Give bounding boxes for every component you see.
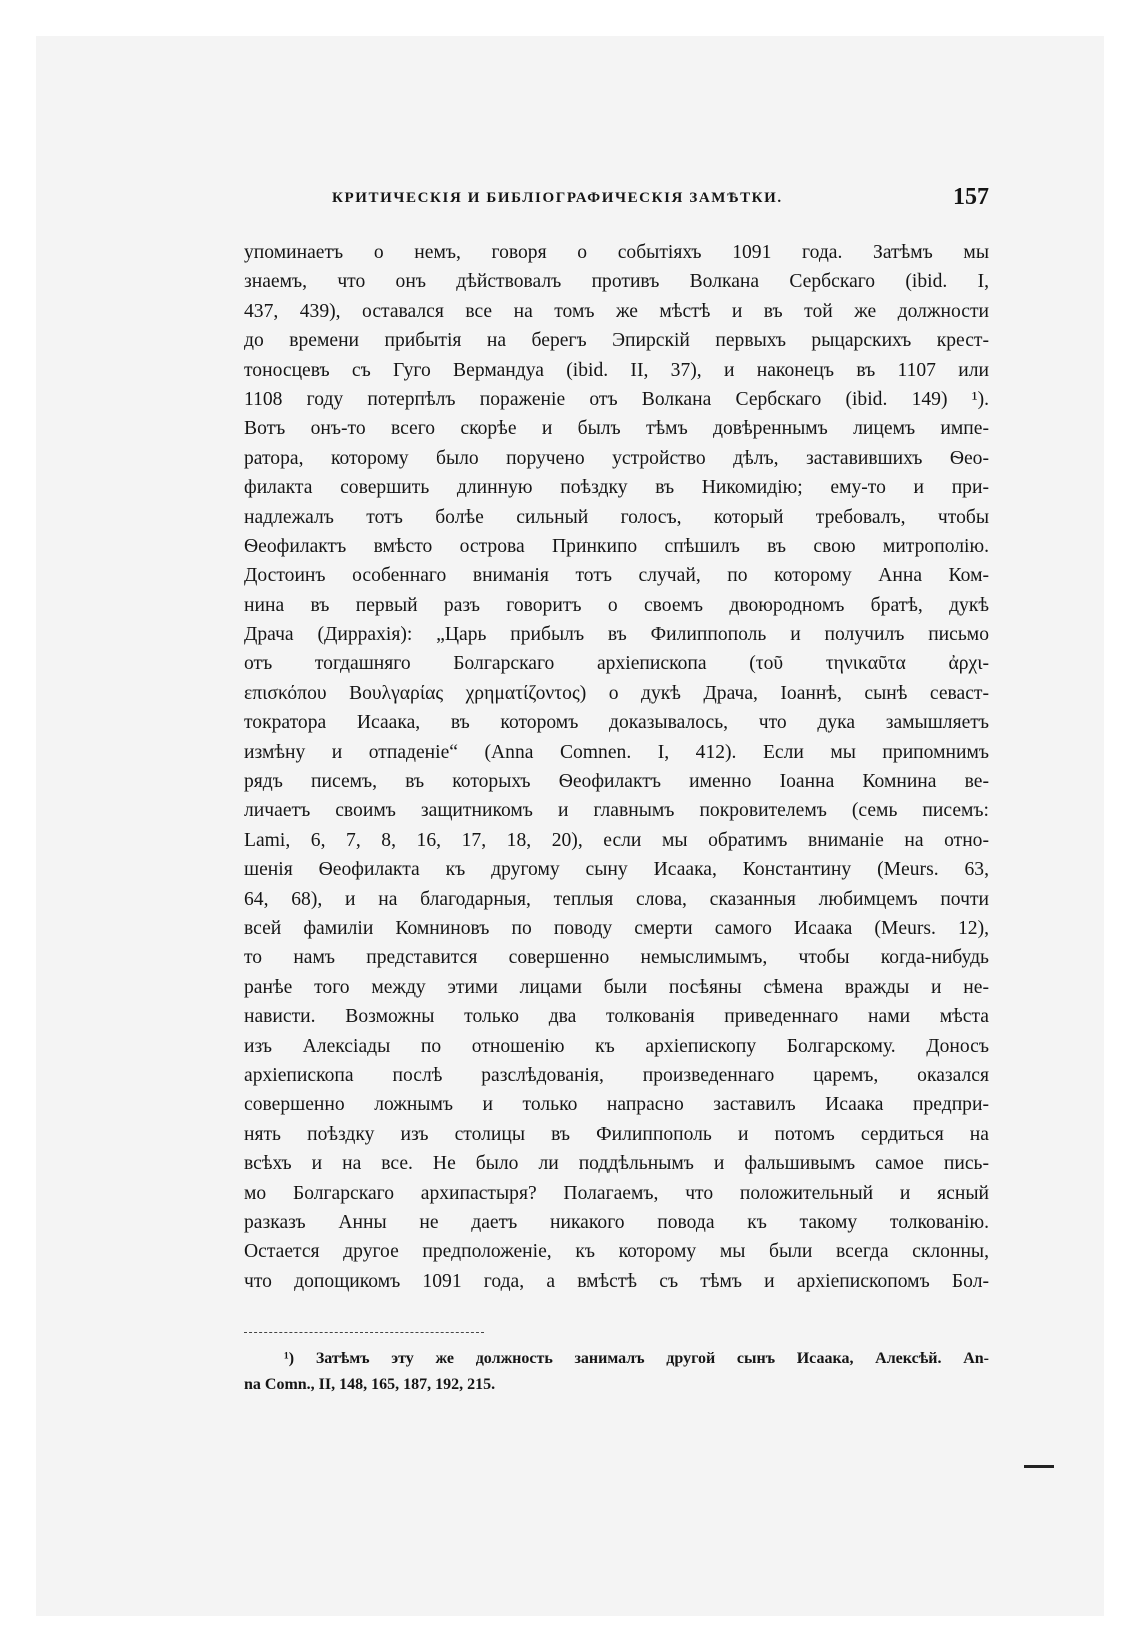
text-line: знаемъ, что онъ дѣйствовалъ противъ Волкана Сербскаго (ibid. I, [244, 271, 989, 293]
text-line: мо Болгарскаго архипастыря? Полагаемъ, что положительный и ясный [244, 1182, 989, 1204]
text-line: Остается другое предположеніе, къ которому мы были всегда склонны, [244, 1241, 989, 1263]
text-line: надлежалъ тотъ болѣе сильный голосъ, который требовалъ, чтобы [244, 506, 989, 528]
text-line: нина въ первый разъ говоритъ о своемъ двоюродномъ братѣ, дукѣ [244, 594, 989, 616]
text-line: Ѳеофилактъ вмѣсто острова Принкипо спѣшилъ въ свою митрополію. [244, 535, 989, 557]
text-line: Lami, 6, 7, 8, 16, 17, 18, 20), если мы обратимъ вниманіе на отно- [244, 829, 989, 851]
text-line: совершенно ложнымъ и только напрасно заставилъ Исаака предпри- [244, 1094, 989, 1116]
text-line: ратора, которому было поручено устройство дѣлъ, заставившихъ Ѳео- [244, 447, 989, 469]
footnotes [244, 1346, 989, 1398]
text-line: личаетъ своимъ защитникомъ и главнымъ покровителемъ (семь писемъ: [244, 800, 989, 822]
text-line: Вотъ онъ-то всего скорѣе и былъ тѣмъ довѣреннымъ лицемъ импе- [244, 418, 989, 440]
text-line: филакта совершить длинную поѣздку въ Никомидію; ему-то и при- [244, 477, 989, 499]
text-line: тократора Исаака, въ которомъ доказывалось, что дука замышляетъ [244, 712, 989, 734]
text-line: что допощикомъ 1091 года, а вмѣстѣ съ тѣмъ и архіепископомъ Бол- [244, 1270, 989, 1292]
text-line: то намъ представится совершенно немыслимымъ, чтобы когда-нибудь [244, 947, 989, 969]
text-line: 437, 439), оставался все на томъ же мѣстѣ и въ той же должности [244, 300, 989, 322]
margin-dash-mark [1024, 1465, 1054, 1468]
text-line: Достоинъ особеннаго вниманія тотъ случай, по которому Анна Ком- [244, 565, 989, 587]
text-line: упоминаетъ о немъ, говоря о событіяхъ 1091 года. Затѣмъ мы [244, 242, 989, 263]
text-line: 64, 68), и на благодарныя, теплыя слова, сказанныя любимцемъ почти [244, 888, 989, 910]
text-line: ранѣе того между этими лицами были посѣяны сѣмена вражды и не- [244, 976, 989, 998]
text-line: отъ тогдашняго Болгарскаго архіепископа (τοῦ τηνικαῦτα ἀρχι- [244, 653, 989, 675]
text-line: нять поѣздку изъ столицы въ Филиппополь и потомъ сердиться на [244, 1123, 989, 1145]
footnote-line: ¹) Затѣмъ эту же должность занималъ другой сынъ Исаака, Алексѣй. An- [284, 1350, 989, 1367]
text-line: шенія Ѳеофилакта къ другому сыну Исаака, Константину (Meurs. 63, [244, 859, 989, 881]
text-line: рядъ писемъ, въ которыхъ Ѳеофилактъ именно Іоанна Комнина ве- [244, 771, 989, 793]
text-line: архіепископа послѣ разслѣдованія, произведеннаго царемъ, оказался [244, 1064, 989, 1086]
text-line: нависти. Возможны только два толкованія приведеннаго нами мѣста [244, 1006, 989, 1028]
text-line: Драча (Диррахія): „Царь прибылъ въ Филиппополь и получилъ письмо [244, 624, 989, 646]
page-number: 157 [953, 184, 989, 210]
footnote-line: na Comn., II, 148, 165, 187, 192, 215. [244, 1376, 496, 1393]
text-line: всѣхъ и на все. Не было ли поддѣльнымъ и фальшивымъ самое пись- [244, 1153, 989, 1175]
running-head [244, 184, 989, 216]
text-line: измѣну и отпаденіе“ (Anna Comnen. I, 412). Если мы припомнимъ [244, 741, 989, 763]
text-line: до времени прибытія на берегъ Эпирскій первыхъ рыцарскихъ крест- [244, 330, 989, 352]
text-line: επισκόπου Βουλγαρίας χρηματίζοντος) о дукѣ Драча, Іоаннѣ, сынѣ севаст- [244, 682, 989, 704]
body-text [244, 238, 989, 1296]
text-line: тоносцевъ съ Гуго Вермандуа (ibid. II, 37), и наконецъ въ 1107 или [244, 359, 989, 381]
running-title: КРИТИЧЕСКІЯ И БИБЛІОГРАФИЧЕСКІЯ ЗАМѢТКИ. [332, 190, 783, 206]
text-line: всей фамиліи Комниновъ по поводу смерти самого Исаака (Meurs. 12), [244, 917, 989, 939]
text-line: изъ Алексіады по отношенію къ архіепископу Болгарскому. Доносъ [244, 1035, 989, 1057]
text-line: 1108 году потерпѣлъ пораженіе отъ Волкана Сербскаго (ibid. 149) ¹). [244, 388, 989, 410]
text-line: разказъ Анны не даетъ никакого повода къ такому толкованію. [244, 1211, 989, 1233]
footnote-divider [244, 1332, 484, 1333]
